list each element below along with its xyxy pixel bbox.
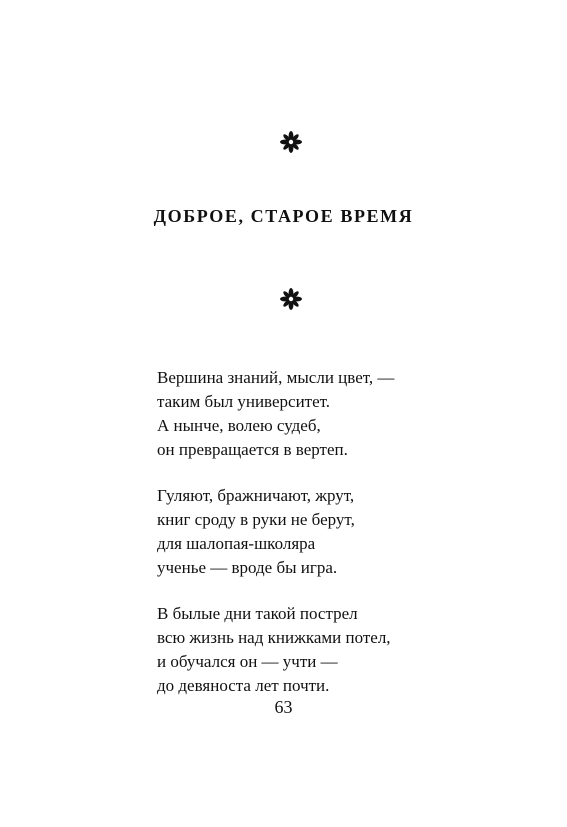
poem-line: и обучался он — учти — — [157, 652, 338, 671]
stanza — [157, 602, 457, 698]
stanza — [157, 366, 457, 462]
page-number: 63 — [274, 697, 293, 717]
poem-line: всю жизнь над книжками потел, — [157, 628, 391, 647]
poem-line: Вершина знаний, мысли цвет, — — [157, 368, 395, 387]
poem-line: книг сроду в руки не берут, — [157, 510, 355, 529]
stanza — [157, 484, 457, 580]
poem-line: Гуляют, бражничают, жрут, — [157, 486, 355, 505]
flower-ornament-icon — [279, 287, 303, 311]
flower-ornament-icon — [279, 130, 303, 154]
poem-line: таким был университет. — [157, 392, 331, 411]
poem-line: для шалопая-школяра — [157, 534, 316, 553]
poem-body — [157, 366, 457, 720]
poem-line: ученье — вроде бы игра. — [157, 558, 338, 577]
poem-title: ДОБРОЕ, СТАРОЕ ВРЕМЯ — [153, 206, 414, 226]
poem-line: он превращается в вертеп. — [157, 440, 348, 459]
poem-line: А нынче, волею судеб, — [157, 416, 321, 435]
poem-line: до девяноста лет почти. — [157, 676, 330, 695]
poem-line: В былые дни такой пострел — [157, 604, 358, 623]
